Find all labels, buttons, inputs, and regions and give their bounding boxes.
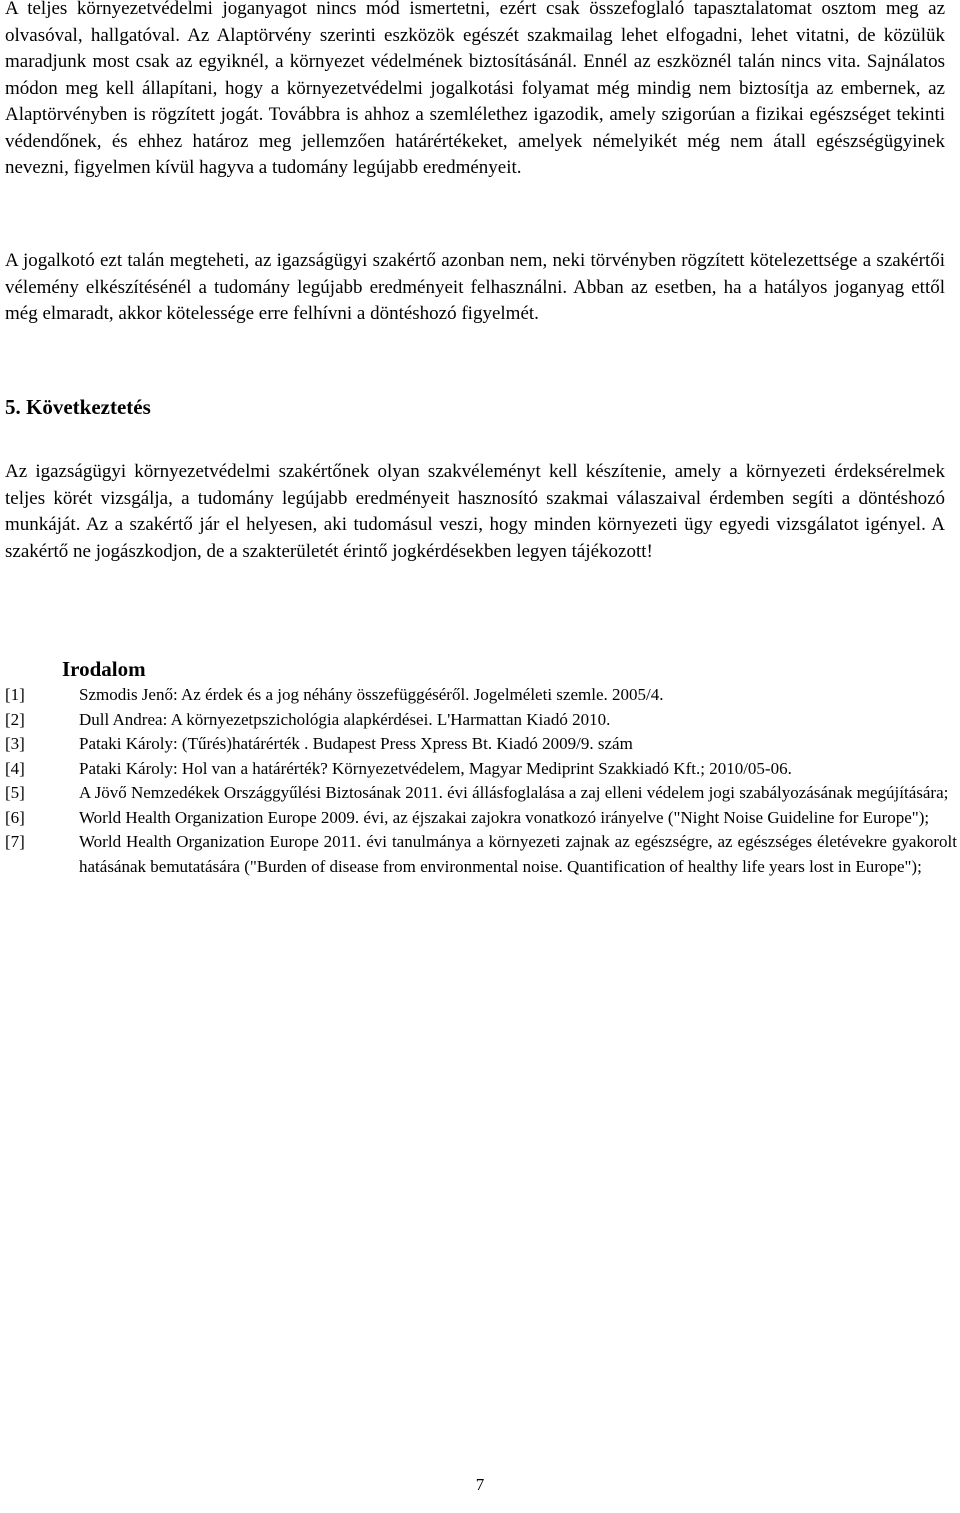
reference-item	[5, 683, 957, 708]
body-paragraph-3: Az igazságügyi környezetvédelmi szakértőnek olyan szakvéleményt kell készítenie, amely a környezeti érdeksérelmek teljes körét vizsgálja, a tudomány legújabb eredményeit hasznosító szakmai válaszaival érdemben segíti a döntéshozó munkáját. Az a szakértő jár el helyesen, aki tudomásul veszi, hogy minden környezeti ügy egyedi vizsgálatot igényel. A szakértő ne jogászkodjon, de a szakterületét érintő jogkérdésekben legyen tájékozott!	[5, 461, 945, 562]
reference-item	[5, 806, 957, 831]
reference-text: World Health Organization Europe 2009. évi, az éjszakai zajokra vonatkozó irányelve ("Night Noise Guideline for Europe");	[79, 807, 930, 827]
reference-text: Pataki Károly: Hol van a határérték? Környezetvédelem, Magyar Mediprint Szakkiadó Kft.; 2010/05-06.	[79, 758, 792, 778]
reference-number: [2]	[5, 709, 25, 729]
body-paragraph-1: A teljes környezetvédelmi joganyagot nincs mód ismertetni, ezért csak összefoglaló tapasztalatomat osztom meg az olvasóval, hallgatóval. Az Alaptörvény szerinti eszközök egészét szakmailag lehet elfogadni, lehet vitatni, de közülük maradjunk most csak az egyiknél, a környezet védelmének biztosításánál. Ennél az eszköznél talán nincs vita. Sajnálatos módon meg kell állapítani, hogy a környezetvédelmi jogalkotási folyamat még mindig nem biztosítja az embernek, az Alaptörvényben is rögzített jogát. Továbbra is ahhoz a szemlélethez igazodik, amely szigorúan a fizikai egészséget tekinti védendőnek, és ehhez határoz meg jellemzően határértékeket, amelyek némelyikét még nem átall egészségügyinek nevezni, figyelmen kívül hagyva a tudomány legújabb eredményeit.	[5, 0, 945, 178]
reference-item	[5, 830, 957, 879]
reference-item	[5, 757, 957, 782]
reference-item	[5, 732, 957, 757]
reference-text: World Health Organization Europe 2011. évi tanulmánya a környezeti zajnak az egészségre, az egészséges életévekre gyakorolt hatásának bemutatására ("Burden of disease from environmental noise. Quantification of healthy life years lost in Europe");	[79, 832, 957, 876]
reference-text: Dull Andrea: A környezetpszichológia alapkérdései. L'Harmattan Kiadó 2010.	[79, 709, 611, 729]
reference-number: [7]	[5, 832, 25, 851]
references-title: Irodalom	[62, 657, 146, 681]
reference-number: [5]	[5, 783, 25, 802]
reference-item	[5, 781, 957, 806]
page-number: 7	[475, 1475, 485, 1494]
reference-item	[5, 708, 957, 733]
reference-number: [1]	[5, 685, 25, 704]
reference-number: [6]	[5, 807, 25, 827]
reference-text: A Jövő Nemzedékek Országgyűlési Biztosának 2011. évi állásfoglalása a zaj elleni védelem jogi szabályozásának megújítására;	[79, 783, 949, 802]
reference-text: Pataki Károly: (Tűrés)határérték . Budapest Press Xpress Bt. Kiadó 2009/9. szám	[79, 734, 633, 753]
section-heading: 5. Következtetés	[5, 395, 151, 419]
reference-text: Szmodis Jenő: Az érdek és a jog néhány összefüggéséről. Jogelméleti szemle. 2005/4.	[79, 685, 664, 704]
references-list	[5, 683, 957, 879]
reference-number: [4]	[5, 758, 25, 778]
body-paragraph-2: A jogalkotó ezt talán megteheti, az igazságügyi szakértő azonban nem, neki törvényben rögzített kötelezettsége a szakértői vélemény elkészítésénél a tudomány legújabb eredményeit felhasználni. Abban az esetben, ha a hatályos joganyag ettől még elmaradt, akkor kötelessége erre felhívni a döntéshozó figyelmét.	[5, 250, 945, 324]
reference-number: [3]	[5, 734, 25, 753]
